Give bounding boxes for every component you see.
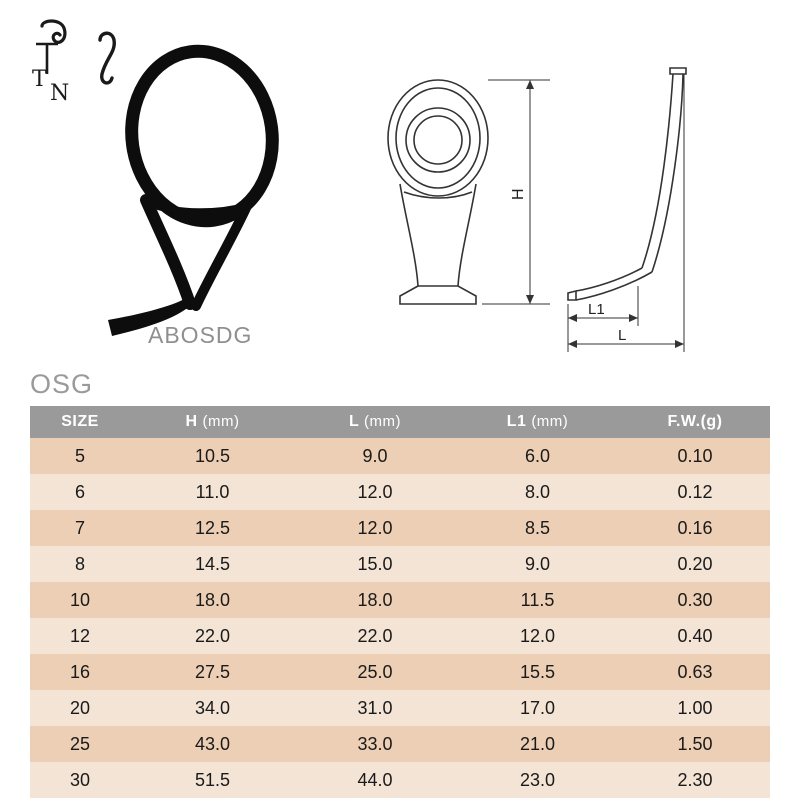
column-header-h-label: H (185, 413, 198, 430)
cell-l1: 17.0 (455, 690, 620, 726)
cell-l1: 9.0 (455, 546, 620, 582)
cell-h: 51.5 (130, 762, 295, 798)
table-row (30, 438, 770, 474)
svg-text:T: T (32, 67, 47, 92)
front-view (388, 80, 488, 304)
spec-table-section (0, 365, 800, 798)
product-illustration-area (0, 0, 800, 365)
specification-table (30, 406, 770, 798)
cell-l: 22.0 (295, 618, 455, 654)
table-header-row (30, 406, 770, 438)
cell-l1: 23.0 (455, 762, 620, 798)
cell-l: 18.0 (295, 582, 455, 618)
cell-h: 18.0 (130, 582, 295, 618)
cell-l: 31.0 (295, 690, 455, 726)
cell-size: 25 (30, 726, 130, 762)
cell-l1: 8.0 (455, 474, 620, 510)
cell-fw: 1.50 (620, 726, 770, 762)
column-header-size-label: SIZE (61, 413, 99, 430)
column-header-fw (620, 406, 770, 438)
cell-h: 14.5 (130, 546, 295, 582)
table-row (30, 654, 770, 690)
cell-l1: 6.0 (455, 438, 620, 474)
svg-text:N: N (50, 81, 70, 104)
cell-size: 10 (30, 582, 130, 618)
column-header-h (130, 406, 295, 438)
column-header-h-unit: (mm) (202, 413, 240, 430)
technical-drawing (370, 60, 770, 360)
cell-l: 44.0 (295, 762, 455, 798)
column-header-l-unit: (mm) (363, 413, 401, 430)
column-header-fw-label: F.W.(g) (667, 413, 723, 430)
product-code-label: ABOSDG (148, 322, 253, 348)
cell-l1: 21.0 (455, 726, 620, 762)
cell-l1: 8.5 (455, 510, 620, 546)
cell-fw: 1.00 (620, 690, 770, 726)
cell-l: 15.0 (295, 546, 455, 582)
cell-fw: 2.30 (620, 762, 770, 798)
cell-l: 12.0 (295, 474, 455, 510)
dimension-label-l: L (618, 327, 627, 344)
cell-l: 25.0 (295, 654, 455, 690)
cell-l: 33.0 (295, 726, 455, 762)
table-row (30, 474, 770, 510)
cell-h: 11.0 (130, 474, 295, 510)
table-row (30, 762, 770, 798)
cell-size: 8 (30, 546, 130, 582)
cell-h: 10.5 (130, 438, 295, 474)
table-row (30, 726, 770, 762)
cell-size: 20 (30, 690, 130, 726)
cell-size: 30 (30, 762, 130, 798)
cell-fw: 0.20 (620, 546, 770, 582)
column-header-l1 (455, 406, 620, 438)
column-header-l-label: L (349, 413, 360, 430)
cell-size: 7 (30, 510, 130, 546)
table-row (30, 618, 770, 654)
cell-h: 22.0 (130, 618, 295, 654)
cell-h: 43.0 (130, 726, 295, 762)
cell-l1: 15.5 (455, 654, 620, 690)
cell-fw: 0.12 (620, 474, 770, 510)
column-header-l1-unit: (mm) (531, 413, 569, 430)
guide-product-photo (50, 18, 340, 338)
column-header-l1-label: L1 (506, 413, 527, 430)
cell-size: 6 (30, 474, 130, 510)
cell-h: 12.5 (130, 510, 295, 546)
cell-fw: 0.40 (620, 618, 770, 654)
table-row (30, 546, 770, 582)
cell-fw: 0.16 (620, 510, 770, 546)
table-row (30, 510, 770, 546)
cell-size: 16 (30, 654, 130, 690)
table-row (30, 582, 770, 618)
cell-size: 12 (30, 618, 130, 654)
cell-l: 12.0 (295, 510, 455, 546)
cell-l1: 12.0 (455, 618, 620, 654)
dimension-label-l1: L1 (588, 301, 605, 318)
column-header-size (30, 406, 130, 438)
cell-l1: 11.5 (455, 582, 620, 618)
cell-h: 34.0 (130, 690, 295, 726)
column-header-l (295, 406, 455, 438)
cell-fw: 0.30 (620, 582, 770, 618)
cell-fw: 0.10 (620, 438, 770, 474)
side-view (568, 68, 686, 300)
dimension-label-h: H (510, 188, 527, 200)
cell-size: 5 (30, 438, 130, 474)
cell-h: 27.5 (130, 654, 295, 690)
series-title: OSG (30, 369, 94, 399)
cell-l: 9.0 (295, 438, 455, 474)
table-row (30, 690, 770, 726)
cell-fw: 0.63 (620, 654, 770, 690)
